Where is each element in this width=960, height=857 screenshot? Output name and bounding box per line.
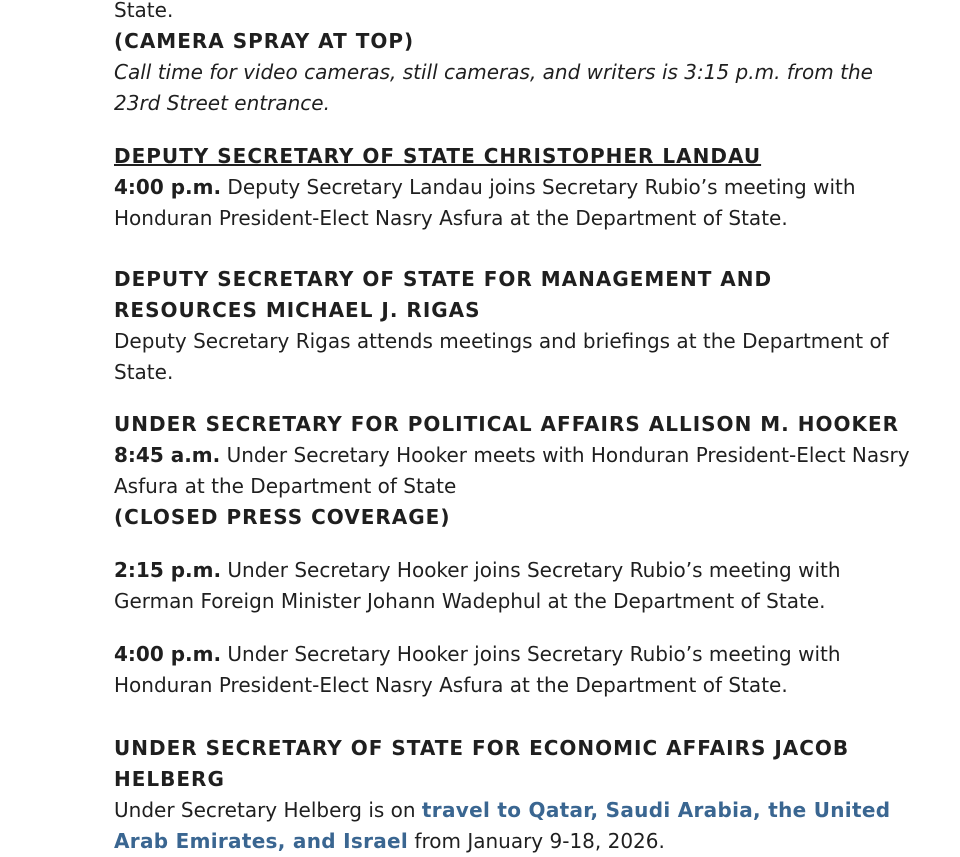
entry-text: Under Secretary Hooker meets with Honduran President-Elect Nasry Asfura at the Department of State: [114, 443, 910, 498]
travel-link[interactable]: travel to Qatar, Saudi Arabia, the United Arab Emirates, and Israel: [114, 798, 891, 853]
previous-entry-fragment: State.: [114, 0, 174, 22]
section-heading-helberg: UNDER SECRETARY OF STATE FOR ECONOMIC AFFAIRS JACOB HELBERG: [114, 736, 850, 791]
entry-time: 4:00 p.m.: [114, 175, 222, 199]
schedule-entry: Deputy Secretary Rigas attends meetings and briefings at the Department of State.: [114, 329, 889, 384]
call-time-note: Call time for video cameras, still cameras, and writers is 3:15 p.m. from the 23rd Street entrance.: [114, 60, 873, 115]
section-heading-hooker: UNDER SECRETARY FOR POLITICAL AFFAIRS ALLISON M. HOOKER: [114, 412, 900, 436]
schedule-entry: [114, 555, 914, 617]
section-heading-landau: [114, 141, 914, 172]
entry-text: Under Secretary Hooker joins Secretary Rubio’s meeting with Honduran President-Elect Nasry Asfura at the Department of State.: [114, 642, 841, 697]
entry-time: 2:15 p.m.: [114, 558, 222, 582]
schedule-content: [114, 0, 914, 857]
schedule-entry: [114, 639, 914, 701]
heading-text: DEPUTY SECRETARY OF STATE CHRISTOPHER LANDAU: [114, 144, 762, 168]
schedule-entry: [114, 172, 914, 234]
entry-time: 8:45 a.m.: [114, 443, 221, 467]
camera-spray-note: (CAMERA SPRAY AT TOP): [114, 29, 415, 53]
schedule-entry: [114, 440, 914, 502]
schedule-entry: [114, 795, 914, 857]
section-heading-rigas: DEPUTY SECRETARY OF STATE FOR MANAGEMENT AND RESOURCES MICHAEL J. RIGAS: [114, 267, 773, 322]
entry-text: Under Secretary Hooker joins Secretary Rubio’s meeting with German Foreign Minister Johann Wadephul at the Department of State.: [114, 558, 841, 613]
entry-text: Under Secretary Helberg is on: [114, 798, 416, 822]
entry-time: 4:00 p.m.: [114, 642, 222, 666]
entry-dates: from January 9-18, 2026.: [414, 829, 665, 853]
entry-text: Deputy Secretary Landau joins Secretary Rubio’s meeting with Honduran President-Elect Nasry Asfura at the Department of State.: [114, 175, 856, 230]
closed-press-note: (CLOSED PRESS COVERAGE): [114, 505, 451, 529]
